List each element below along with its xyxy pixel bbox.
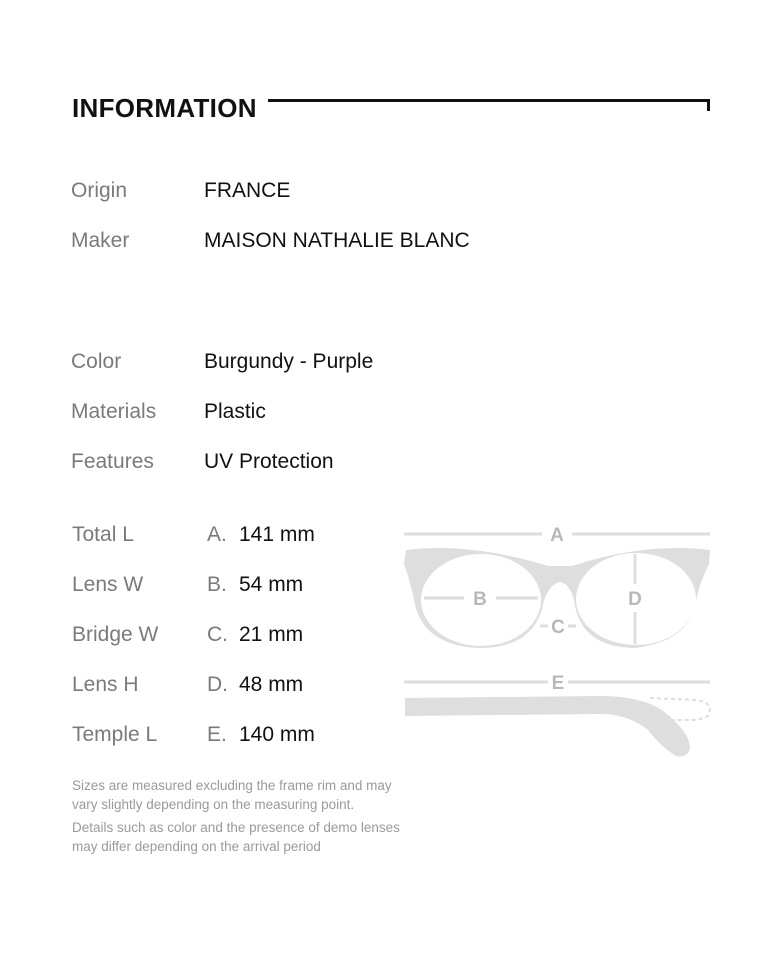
measure-label: Lens H (72, 673, 139, 696)
dimension-label-d: D (628, 589, 642, 610)
dimension-label-e: E (551, 673, 565, 694)
measure-label: Total L (72, 523, 134, 546)
measure-value: 21 mm (239, 623, 304, 646)
measure-value: 140 mm (239, 723, 315, 746)
note-details: Details such as color and the presence of demo lenses may differ depending on the arrival period (72, 820, 400, 854)
dimension-label-c: C (551, 617, 565, 638)
measure-letter: A. (207, 523, 227, 546)
heading-rule-tick (707, 99, 710, 111)
glasses-temple-icon (405, 696, 710, 756)
measure-letter: D. (207, 673, 228, 696)
detail-value: Burgundy - Purple (204, 350, 374, 373)
measure-label: Temple L (72, 723, 158, 746)
detail-value: Plastic (204, 400, 266, 423)
measure-value: 54 mm (239, 573, 304, 596)
heading-rule (268, 99, 710, 102)
info-value: FRANCE (204, 179, 291, 202)
dimension-label-a: A (550, 525, 564, 546)
measure-label: Bridge W (72, 623, 159, 646)
detail-label: Color (71, 350, 122, 373)
dimension-label-b: B (473, 589, 487, 610)
detail-label: Materials (71, 400, 157, 423)
detail-label: Features (71, 450, 154, 473)
measure-letter: C. (207, 623, 228, 646)
info-label: Maker (71, 229, 130, 252)
measure-letter: E. (207, 723, 227, 746)
measure-letter: B. (207, 573, 227, 596)
measure-label: Lens W (72, 573, 144, 596)
info-label: Origin (71, 179, 128, 202)
section-heading: INFORMATION (72, 93, 257, 123)
note-measurement: Sizes are measured excluding the frame rim and may vary slightly depending on the measuring point. (72, 778, 392, 812)
detail-value: UV Protection (204, 450, 334, 473)
glasses-diagram (400, 520, 720, 765)
info-value: MAISON NATHALIE BLANC (204, 229, 470, 252)
measure-value: 141 mm (239, 523, 315, 546)
measure-value: 48 mm (239, 673, 304, 696)
